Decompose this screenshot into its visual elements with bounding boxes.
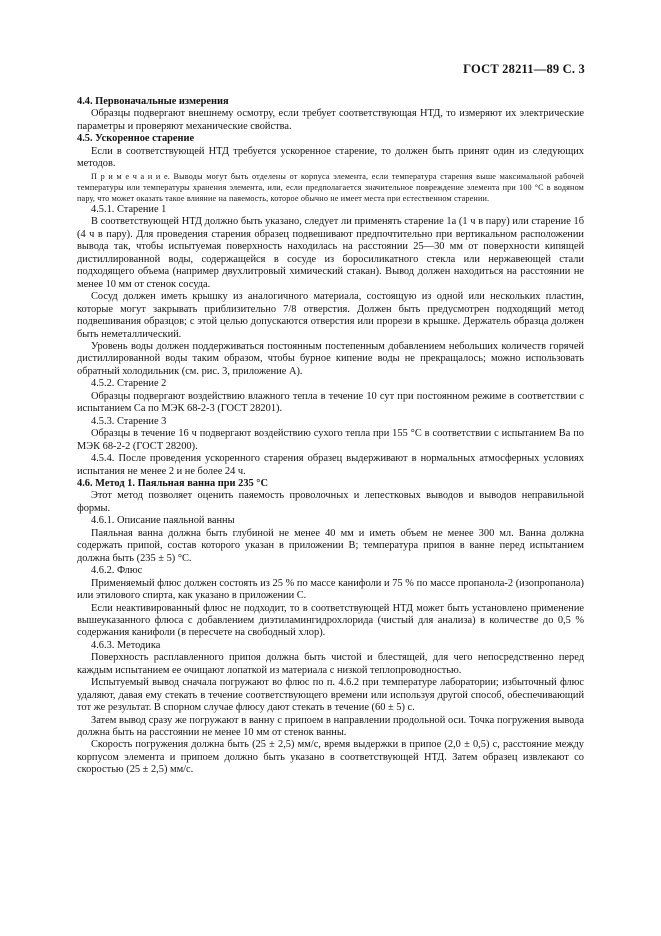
subsection-heading: 4.5.3. Старение 3 [91,415,167,427]
subsection-heading: 4.5.2. Старение 2 [91,378,167,390]
subsection-heading: 4.6.1. Описание паяльной ванны [91,515,235,527]
paragraph: Образцы в течение 16 ч подвергают воздействию сухого тепла при 155 °С в соответствии с испытанием Ва по МЭК 68-2-2 (ГОСТ 28200). [77,428,584,452]
paragraph: Этот метод позволяет оценить паяемость проволочных и лепестковых выводов и выводов неправильной формы. [77,490,584,514]
note: П р и м е ч а н и е. Выводы могут быть отделены от корпуса элемента, если температура старения выше максимальной рабочей температуры или температуры хранения элемента, или, если предполагается значительное повреждение элемента при 100 °С в водяном пару, что может оказать такое влияние на паяемость, которое обычно не имеет места при естественном старении. [77,171,584,203]
paragraph: Испытуемый вывод сначала погружают во флюс по п. 4.6.2 при температуре лаборатории; избыточный флюс удаляют, давая ему стекать в течение соответствующего времени или используя другой способ, обеспечивающий тот же результат. В спорном случае флюсу дают стекать в течение (60 ± 5) с. [77,677,584,714]
page-header: ГОСТ 28211—89 С. 3 [463,62,585,76]
paragraph: Если в соответствующей НТД требуется ускоренное старение, то должен быть принят один из следующих методов. [77,145,584,170]
paragraph: Образцы подвергают внешнему осмотру, если требует соответствующая НТД, то измеряют их электрические параметры и проверяют механические свойства. [77,108,584,132]
paragraph: Применяемый флюс должен состоять из 25 % по массе канифоли и 75 % по массе пропанола-2 (изопропанола) или этилового спирта, как указано в приложении С. [77,577,584,602]
paragraph: В соответствующей НТД должно быть указано, следует ли применять старение 1а (1 ч в пару) или старение 1б (4 ч в пару). Для проведения старения образец подвешивают предпочтительно при вертикальном расположении вывода так, чтобы испытуемая поверхность находилась на расстоянии 25—30 мм от поверхности кипящей дистиллированной воды, содержащейся в сосуде из боросиликатного стекла или нержавеющей стали подходящего объема (например двухлитровый химический стакан). Вывод должен находиться на расстоянии не менее 10 мм от стенок сосуда. [77,216,584,290]
paragraph: Паяльная ванна должна быть глубиной не менее 40 мм и иметь объем не менее 300 мл. Ванна должна содержать припой, состав которого указан в приложении В; температура припоя в ванне перед испытанием должна быть (235 ± 5) °С. [77,527,584,564]
section-heading: 4.4. Первоначальные измерения [77,96,229,107]
document-body [77,96,584,777]
paragraph: Скорость погружения должна быть (25 ± 2,5) мм/с, время выдержки в припое (2,0 ± 0,5) с, расстояние между корпусом элемента и припоем должно быть указано в соответствующей НТД. Затем образец извлекают со скоростью (25 ± 2,5) мм/с. [77,739,584,776]
subsection-heading: 4.6.2. Флюс [91,565,143,577]
section-heading: 4.6. Метод 1. Паяльная ванна при 235 °С [77,477,268,489]
paragraph: Образцы подвергают воздействию влажного тепла в течение 10 сут при постоянном режиме в соответствии с испытанием Са по МЭК 68-2-3 (ГОСТ 28201). [77,390,584,415]
paragraph: Сосуд должен иметь крышку из аналогичного материала, состоящую из одной или нескольких пластин, которые могут закрывать приблизительно 7/8 отверстия. Должен быть предусмотрен подходящий метод подвешивания образцов; с этой целью допускаются отверстия или прорези в крышке. Держатель образца должен быть неметаллический. [77,291,584,340]
paragraph: Если неактивированный флюс не подходит, то в соответствующей НТД может быть установлено применение вышеуказанного флюса с добавлением диэтиламингидрохлорида (чистый для анализа) в количестве до 0,5 % содержания канифоли (в пересчете на свободный хлор). [77,602,584,639]
section-heading: 4.5. Ускоренное старение [77,133,195,145]
subsection-heading: 4.6.3. Методика [91,639,161,651]
paragraph: Уровень воды должен поддерживаться постоянным постепенным добавлением небольших количеств горячей дистиллированной воды таким образом, чтобы бурное кипение воды не прекращалось; можно использовать обратный холодильник (см. рис. 3, приложение А). [77,340,584,377]
paragraph: Поверхность расплавленного припоя должна быть чистой и блестящей, для чего непосредственно перед каждым испытанием ее очищают лопаткой из материала с низкой теплопроводностью. [77,652,584,676]
subsection-heading: 4.5.1. Старение 1 [91,204,167,215]
paragraph: Затем вывод сразу же погружают в ванну с припоем в направлении продольной оси. Точка погружения вывода должна быть на расстоянии не менее 10 мм от стенок ванны. [77,714,584,739]
paragraph: 4.5.4. После проведения ускоренного старения образец выдерживают в нормальных атмосферных условиях испытания не менее 2 и не более 24 ч. [77,453,584,477]
